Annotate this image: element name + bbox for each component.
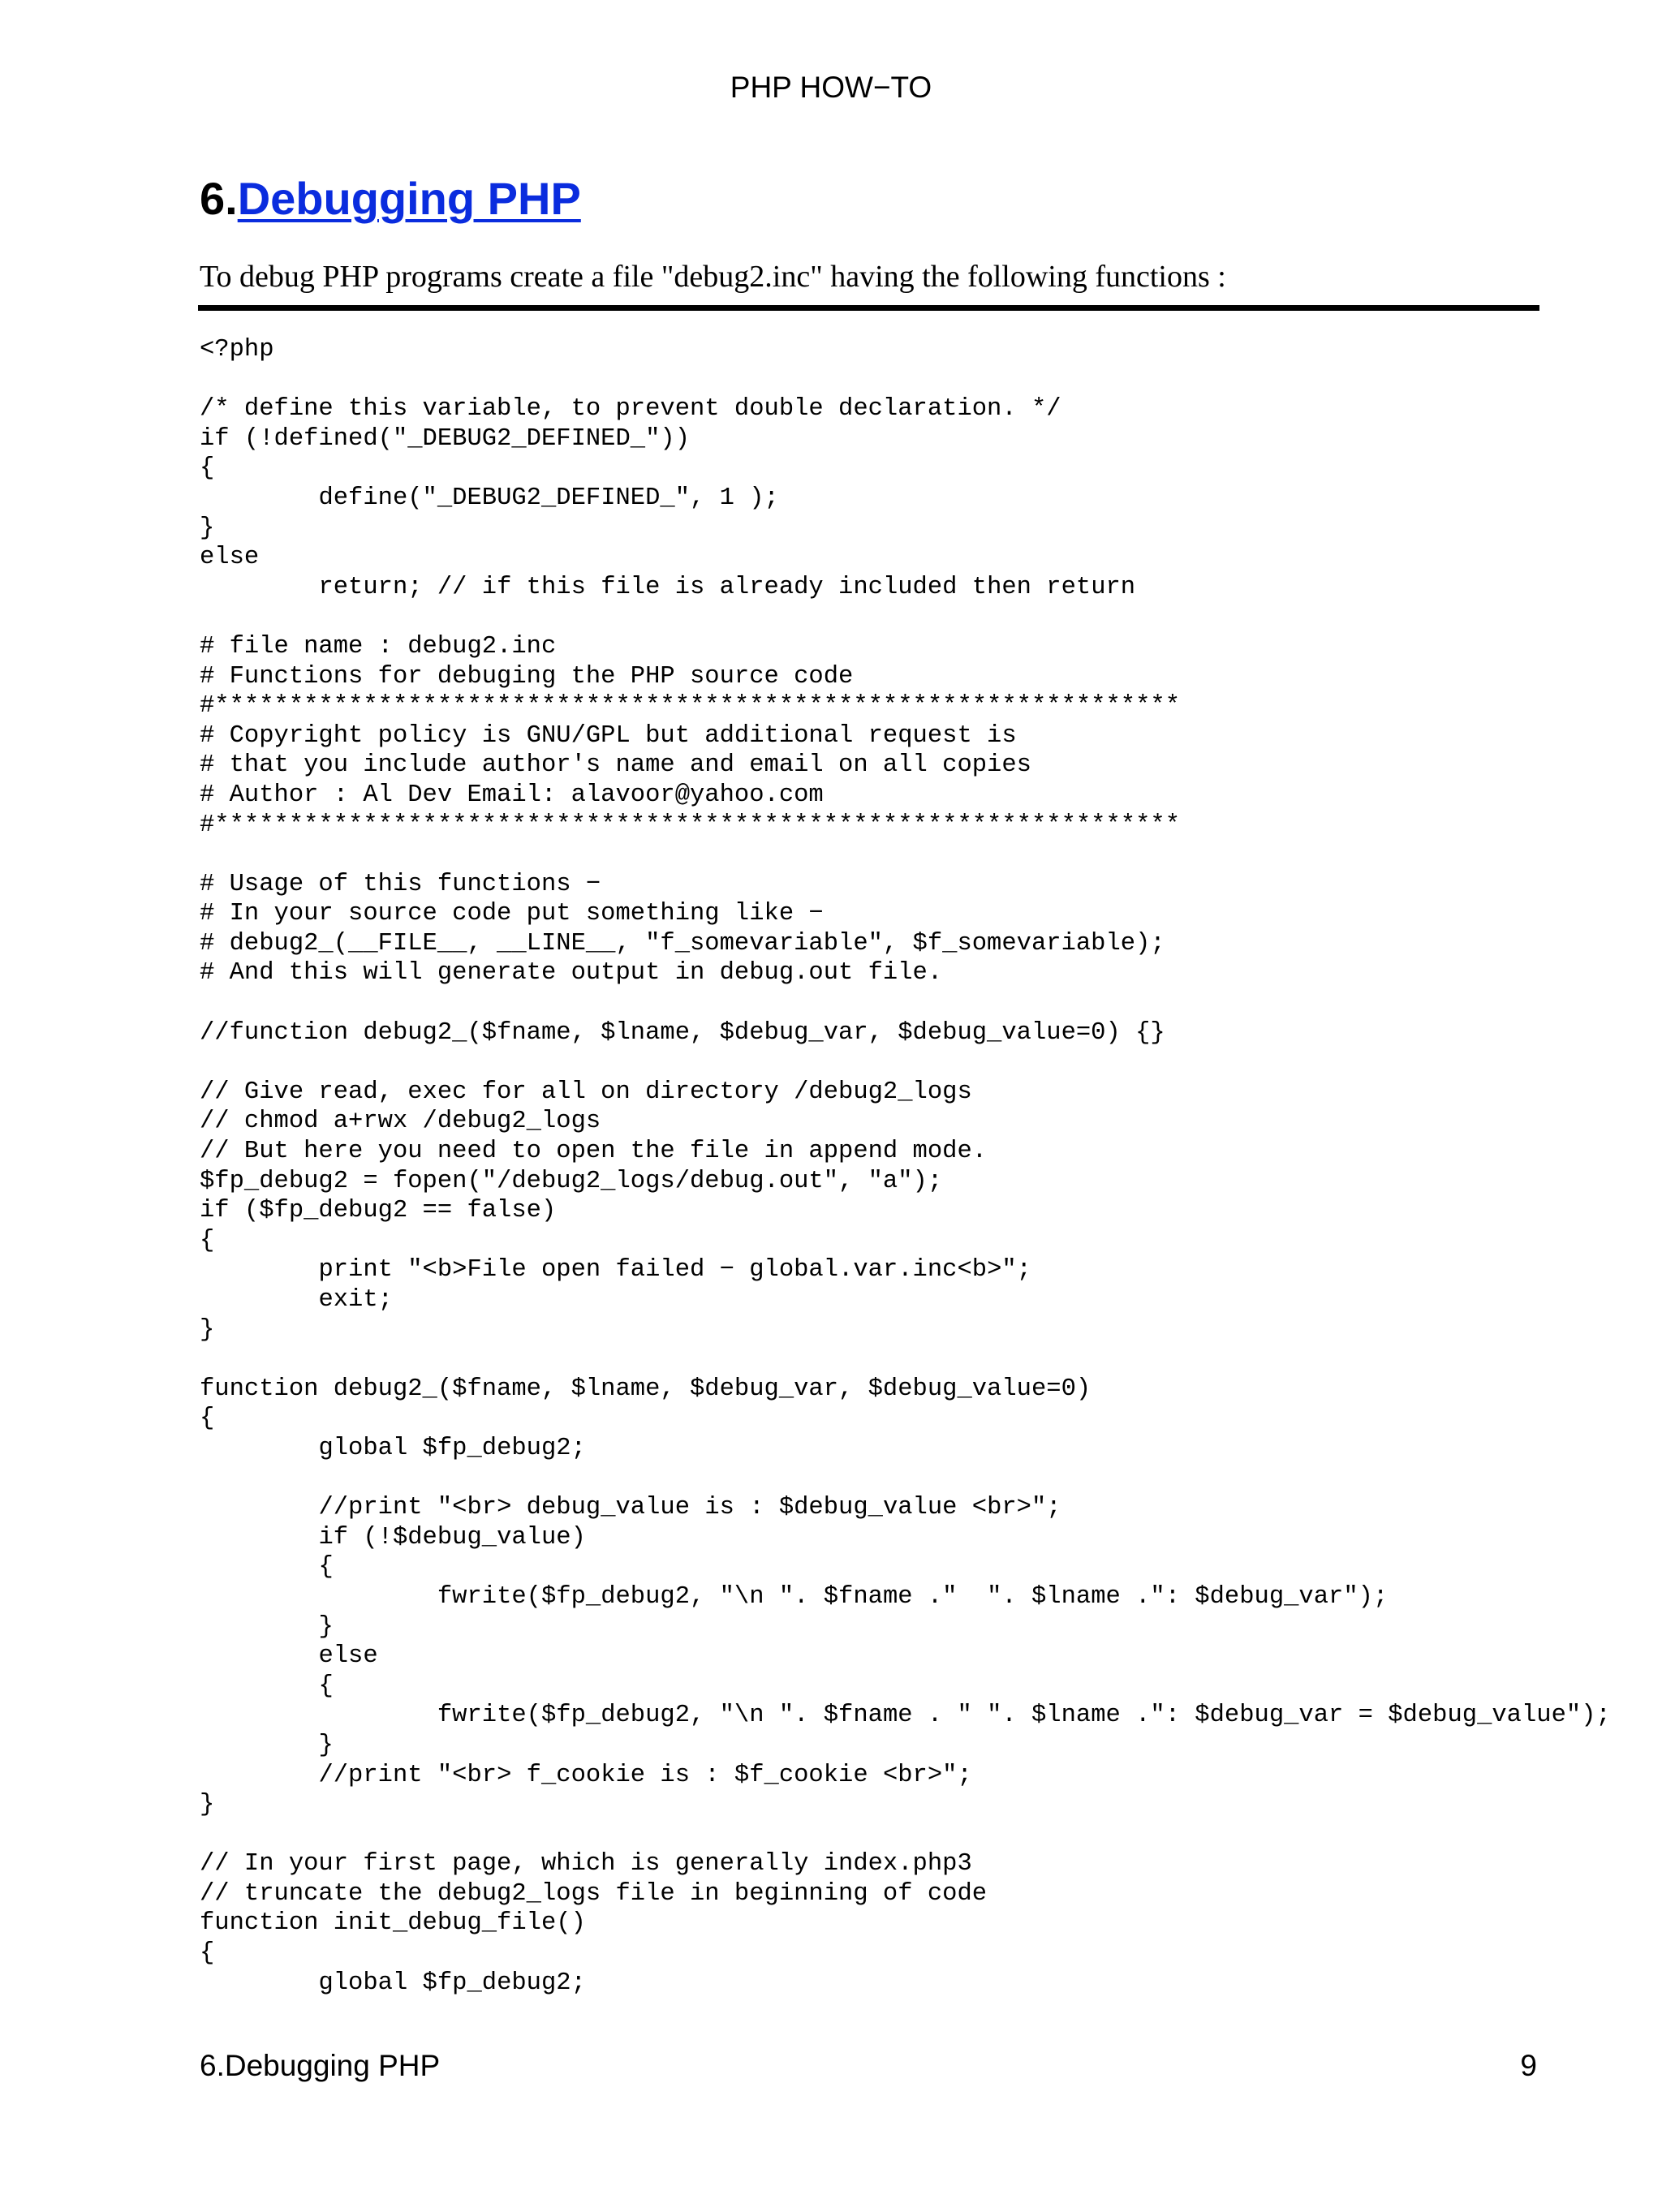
section-heading [200, 172, 581, 226]
section-title-link[interactable]: Debugging PHP [237, 173, 581, 224]
section-number: 6. [200, 173, 238, 224]
running-header: PHP HOW−TO [730, 71, 932, 104]
page-number: 9 [1520, 2049, 1537, 2082]
footer-section-title: 6.Debugging PHP [200, 2049, 441, 2082]
horizontal-rule [198, 305, 1539, 311]
code-listing: <?php /* define this variable, to prevent double declaration. */ if (!defined("_DEBUG2_DEFINED_")) { define("_DEBUG2_DEFINED_", 1 ); } else return; // if this file is already included then return # file name : debug2.inc # Functions for debuging the PHP source code #***************************************************************** # Copyright policy is GNU/GPL but additional request is # that you include author's name and email on all copies # Author : Al Dev Email: alavoor@yahoo.com #***************************************************************** # Usage of this functions − # In your source code put something like − # debug2_(__FILE__, __LINE__, "f_somevariable", $f_somevariable); # And this will generate output in debug.out file. //function debug2_($fname, $lname, $debug_var, $debug_value=0) {} // Give read, exec for all on directory /debug2_logs // chmod a+rwx /debug2_logs // But here you need to open the file in append mode. $fp_debug2 = fopen("/debug2_logs/debug.out", "a"); if ($fp_debug2 == false) { print "<b>File open failed − global.var.inc<b>"; exit; } function debug2_($fname, $lname, $debug_var, $debug_value=0) { global $fp_debug2; //print "<br> debug_value is : $debug_value <br>"; if (!$debug_value) { fwrite($fp_debug2, "\n ". $fname ." ". $lname .": $debug_var"); } else { fwrite($fp_debug2, "\n ". $fname . " ". $lname .": $debug_var = $debug_value"); } //print "<br> f_cookie is : $f_cookie <br>"; } // In your first page, which is generally index.php3 // truncate the debug2_logs file in beginning of code function init_debug_file() { global $fp_debug2; [200, 336, 1611, 1997]
intro-paragraph: To debug PHP programs create a file "debug2.inc" having the following functions : [200, 260, 1226, 294]
